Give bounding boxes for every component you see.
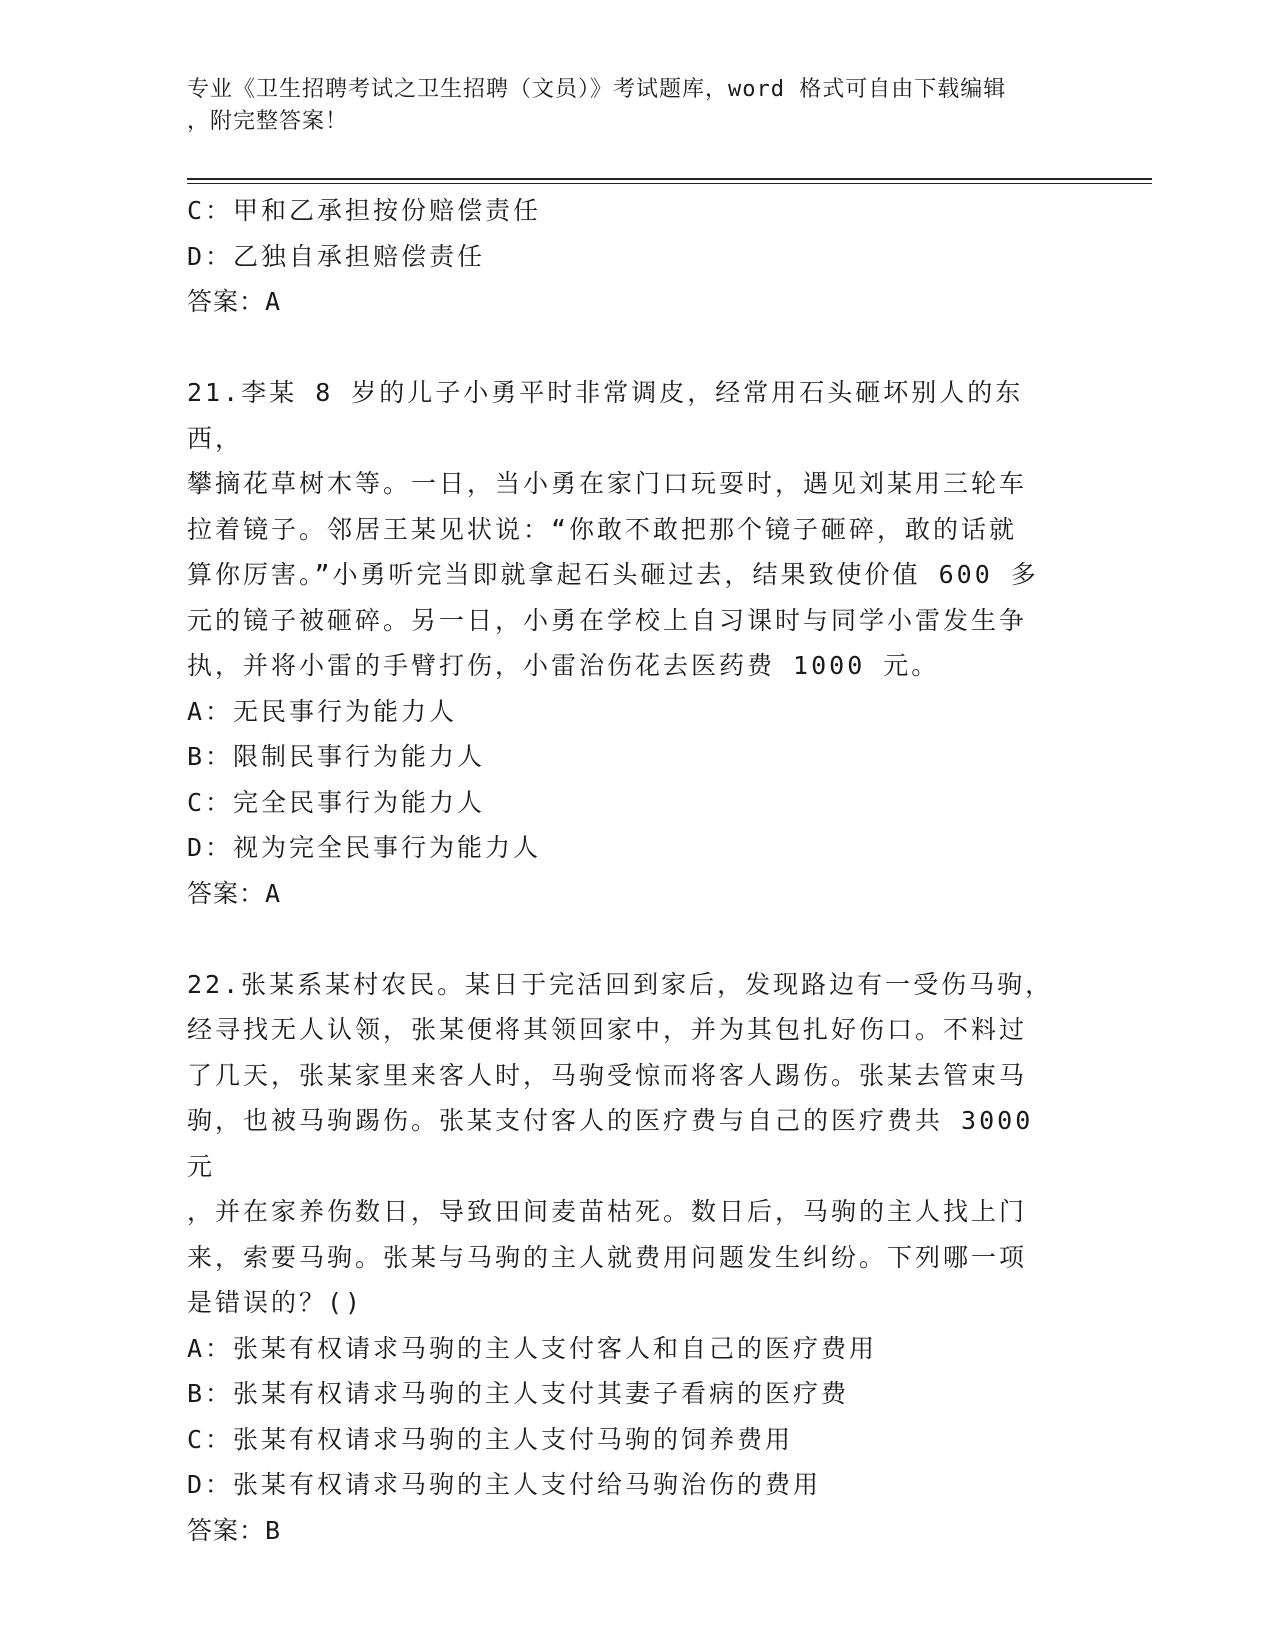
question-stem-line: 执，并将小雷的手臂打伤，小雷治伤花去医药费 1000 元。 bbox=[187, 651, 940, 680]
question-22 bbox=[187, 962, 1077, 1554]
option-c: C：完全民事行为能力人 bbox=[187, 787, 486, 817]
answer-label: 答案： bbox=[187, 878, 266, 908]
option-d: D：乙独自承担赔偿责任 bbox=[187, 241, 486, 271]
question-stem-line: 21.李某 8 岁的儿子小勇平时非常调皮，经常用石头砸坏别人的东西， bbox=[187, 378, 1024, 453]
question-stem-line: ，并在家养伤数日，导致田间麦苗枯死。数日后，马驹的主人找上门 bbox=[187, 1197, 1028, 1226]
answer-line bbox=[187, 871, 1077, 917]
spacer bbox=[187, 325, 1077, 371]
question-stem-line: 驹，也被马驹踢伤。张某支付客人的医疗费与自己的医疗费共 3000 元 bbox=[187, 1106, 1034, 1181]
question-stem-line: 经寻找无人认领，张某便将其领回家中，并为其包扎好伤口。不料过 bbox=[187, 1015, 1028, 1044]
question-stem-line: 攀摘花草树木等。一日，当小勇在家门口玩耍时，遇见刘某用三轮车 bbox=[187, 469, 1028, 498]
option-a: A：张某有权请求马驹的主人支付客人和自己的医疗费用 bbox=[187, 1333, 878, 1363]
question-stem-line: 拉着镜子。邻居王某见状说：“你敢不敢把那个镜子砸碎，敢的话就 bbox=[187, 514, 1018, 544]
option-c: C：甲和乙承担按份赔偿责任 bbox=[187, 196, 542, 225]
option-d: D：视为完全民事行为能力人 bbox=[187, 833, 542, 862]
header-line-1: 专业《卫生招聘考试之卫生招聘（文员）》考试题库，word 格式可自由下载编辑 bbox=[187, 77, 1007, 102]
header-line-2: ，附完整答案！ bbox=[187, 109, 349, 134]
answer-value: A bbox=[265, 287, 282, 316]
question-stem-line: 了几天，张某家里来客人时，马驹受惊而将客人踢伤。张某去管束马 bbox=[187, 1060, 1028, 1090]
question-stem-line: 算你厉害。”小勇听完当即就拿起石头砸过去，结果致使价值 600 多 bbox=[187, 560, 1039, 589]
prev-question bbox=[187, 188, 1077, 325]
answer-line bbox=[187, 279, 1077, 325]
question-stem-line: 是错误的？() bbox=[187, 1288, 364, 1317]
option-b: B：限制民事行为能力人 bbox=[187, 742, 486, 771]
option-c: C：张某有权请求马驹的主人支付马驹的饲养费用 bbox=[187, 1424, 794, 1454]
answer-label: 答案： bbox=[187, 1515, 266, 1545]
question-21 bbox=[187, 370, 1077, 916]
answer-label: 答案： bbox=[187, 287, 266, 316]
question-stem-line: 来，索要马驹。张某与马驹的主人就费用问题发生纠纷。下列哪一项 bbox=[187, 1242, 1028, 1272]
answer-value: B bbox=[265, 1515, 282, 1545]
option-a: A：无民事行为能力人 bbox=[187, 696, 458, 726]
answer-value: A bbox=[265, 878, 282, 908]
document-header bbox=[187, 74, 1067, 138]
document-body bbox=[187, 188, 1077, 1553]
option-b: B：张某有权请求马驹的主人支付其妻子看病的医疗费 bbox=[187, 1379, 850, 1408]
question-stem-line: 22.张某系某村农民。某日于完活回到家后，发现路边有一受伤马驹， bbox=[187, 969, 1054, 999]
header-divider bbox=[187, 178, 1152, 184]
question-stem-line: 元的镜子被砸碎。另一日，小勇在学校上自习课时与同学小雷发生争 bbox=[187, 605, 1028, 635]
spacer bbox=[187, 916, 1077, 962]
answer-line bbox=[187, 1508, 1077, 1554]
option-d: D：张某有权请求马驹的主人支付给马驹治伤的费用 bbox=[187, 1470, 822, 1499]
